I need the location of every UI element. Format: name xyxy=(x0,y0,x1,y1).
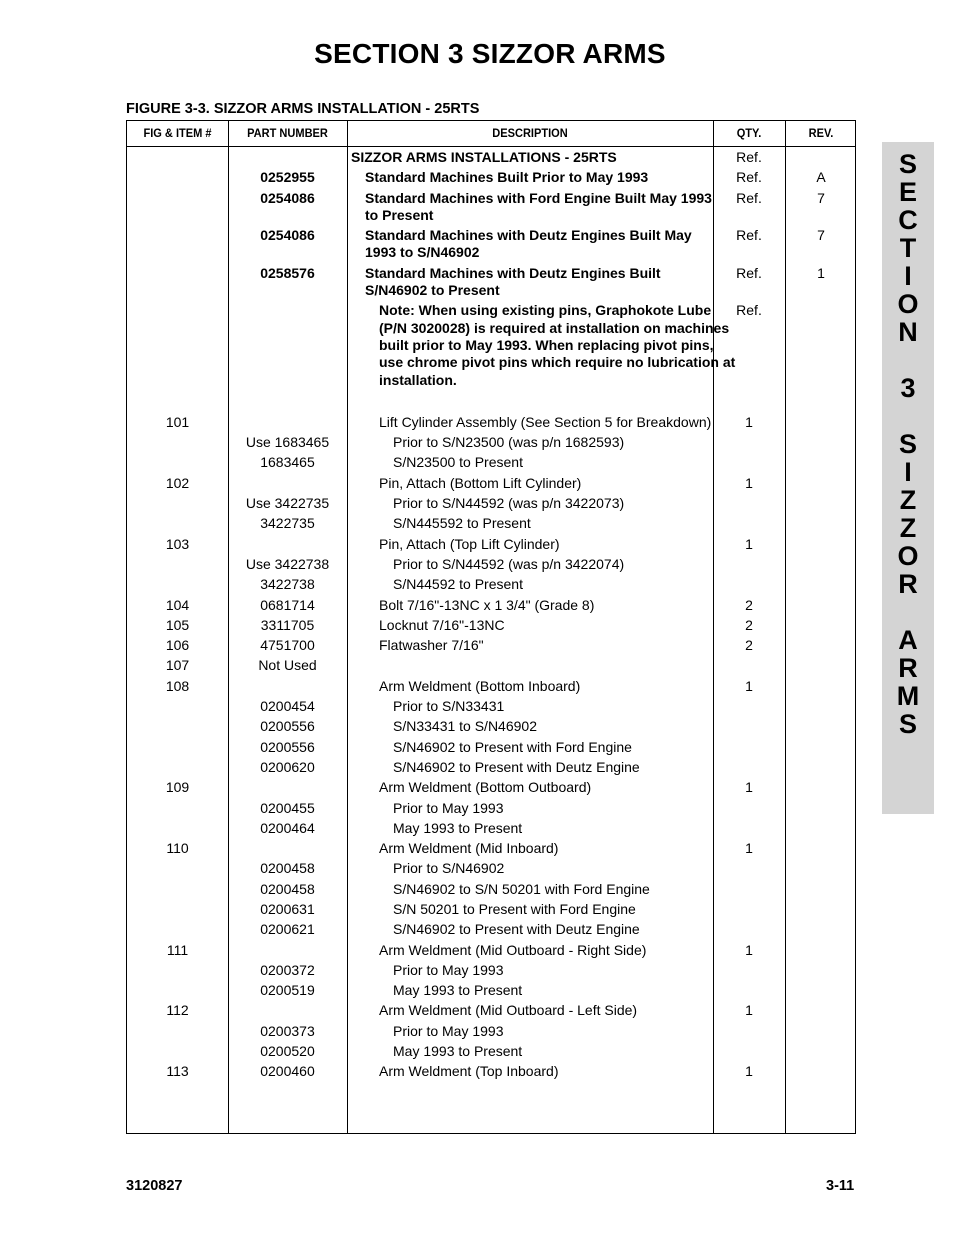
table-row xyxy=(127,676,857,696)
part-number-cell: 0200519 xyxy=(260,982,315,999)
side-tab-letter: T xyxy=(899,233,917,263)
description-cell: Prior to S/N33431 xyxy=(393,698,505,715)
side-tab-label xyxy=(882,150,934,738)
description-cell: May 1993 to Present xyxy=(393,1043,523,1060)
fig-item-cell: 101 xyxy=(165,413,190,430)
table-row xyxy=(127,300,857,389)
part-number-cell: 0200520 xyxy=(260,1043,315,1060)
table-row xyxy=(127,1061,857,1081)
rev-cell: 7 xyxy=(817,189,825,206)
side-tab-letter xyxy=(882,402,934,430)
part-number-cell: Not Used xyxy=(258,657,317,674)
part-number-cell: 0200458 xyxy=(260,880,315,897)
description-cell: Prior to May 1993 xyxy=(393,961,504,978)
part-number-cell: 1683465 xyxy=(260,454,315,471)
table-body xyxy=(127,147,857,1082)
table-row xyxy=(127,412,857,432)
description-cell: Flatwasher 7/16" xyxy=(379,637,484,654)
qty-cell: 1 xyxy=(745,1063,753,1080)
qty-cell: 1 xyxy=(745,535,753,552)
table-row xyxy=(127,879,857,899)
qty-cell: 1 xyxy=(745,1002,753,1019)
table-row xyxy=(127,899,857,919)
side-tab-letter: M xyxy=(896,681,920,711)
table-row xyxy=(127,838,857,858)
side-tab-letter: I xyxy=(904,261,912,291)
description-cell: Pin, Attach (Top Lift Cylinder) xyxy=(379,535,560,552)
fig-item-cell: 110 xyxy=(166,840,189,857)
fig-item-cell: 109 xyxy=(165,779,190,796)
fig-item-cell: 102 xyxy=(165,474,190,491)
part-number-cell: 0200455 xyxy=(260,799,315,816)
part-number-cell: 0200621 xyxy=(260,921,315,938)
part-number-cell: 0252955 xyxy=(260,169,315,186)
table-row xyxy=(127,960,857,980)
side-tab-letter: R xyxy=(898,653,918,683)
part-number-cell: 0200460 xyxy=(260,1063,315,1080)
part-number-cell: 0200458 xyxy=(260,860,315,877)
table-row xyxy=(127,696,857,716)
description-cell: S/N33431 to S/N46902 xyxy=(393,718,537,735)
header-rev: REV. xyxy=(808,126,834,140)
fig-item-cell: 105 xyxy=(165,616,190,633)
table-row xyxy=(127,798,857,818)
part-number-cell: 3311705 xyxy=(260,616,315,633)
side-tab-letter: S xyxy=(898,149,917,179)
description-cell: Arm Weldment (Bottom Outboard) xyxy=(379,779,592,796)
part-number-cell: 0200464 xyxy=(260,819,315,836)
fig-item-cell: 111 xyxy=(166,941,189,958)
part-number-cell: 0200620 xyxy=(260,758,315,775)
fig-item-cell: 107 xyxy=(165,657,190,674)
side-tab-letter: R xyxy=(898,569,918,599)
table-row xyxy=(127,655,857,675)
description-cell: May 1993 to Present xyxy=(393,819,523,836)
table-row xyxy=(127,716,857,736)
rev-cell: A xyxy=(816,169,826,186)
side-tab-letter: S xyxy=(898,709,917,739)
description-cell: S/N23500 to Present xyxy=(393,454,523,471)
part-number-cell: 0200556 xyxy=(260,738,315,755)
side-tab-letter: Z xyxy=(899,513,917,543)
footer-page-number: 3-11 xyxy=(826,1178,855,1194)
side-tab-letter: Z xyxy=(899,485,917,515)
fig-item-cell: 103 xyxy=(165,535,190,552)
part-number-cell: Use 3422735 xyxy=(245,495,330,512)
table-row xyxy=(127,635,857,655)
table-row xyxy=(127,980,857,1000)
fig-item-cell: 106 xyxy=(165,637,190,654)
description-cell: Prior to S/N23500 (was p/n 1682593) xyxy=(393,434,625,451)
header-description: DESCRIPTION xyxy=(492,126,568,140)
table-row xyxy=(127,1000,857,1020)
qty-cell: Ref. xyxy=(736,302,762,319)
table-row xyxy=(127,473,857,493)
qty-cell: Ref. xyxy=(736,264,762,281)
table-row xyxy=(127,452,857,472)
description-cell: Lift Cylinder Assembly (See Section 5 for Breakdown) xyxy=(379,413,712,430)
side-tab-letter xyxy=(882,346,934,374)
table-row xyxy=(127,858,857,878)
rev-cell: 1 xyxy=(817,264,825,281)
table-row xyxy=(127,818,857,838)
side-tab-letter xyxy=(882,598,934,626)
section-title: SECTION 3 SIZZOR ARMS xyxy=(314,38,666,69)
description-cell: Prior to May 1993 xyxy=(393,1022,504,1039)
table-row xyxy=(127,574,857,594)
part-number-cell: 0200556 xyxy=(260,718,315,735)
fig-item-cell: 104 xyxy=(165,596,190,613)
table-row xyxy=(127,167,857,187)
part-number-cell: 0200454 xyxy=(260,698,315,715)
part-number-cell: 3422738 xyxy=(260,576,315,593)
figure-title: FIGURE 3-3. SIZZOR ARMS INSTALLATION - 25RTS xyxy=(126,101,480,117)
side-tab-letter: N xyxy=(898,317,918,347)
part-number-cell: 0200373 xyxy=(260,1022,315,1039)
qty-cell: 1 xyxy=(745,413,753,430)
description-cell: S/N46902 to S/N 50201 with Ford Engine xyxy=(393,880,650,897)
qty-cell: Ref. xyxy=(736,149,762,165)
table-row xyxy=(127,263,857,301)
qty-cell: 1 xyxy=(745,474,753,491)
description-cell: Locknut 7/16"-13NC xyxy=(379,616,505,633)
description-cell: Standard Machines with Ford Engine Built May 1993 to Present xyxy=(365,189,712,223)
qty-cell: Ref. xyxy=(736,227,762,244)
description-cell: Note: When using existing pins, Graphokote Lube (P/N 3020028) is required at installation on machines built prior to May 1993. When replacing pivot pins, use chrome pivot pins which require no lubrication at installation. xyxy=(379,302,736,388)
part-number-cell: Use 1683465 xyxy=(245,434,330,451)
qty-cell: 2 xyxy=(745,637,753,654)
qty-cell: 1 xyxy=(745,941,753,958)
description-cell: Arm Weldment (Bottom Inboard) xyxy=(379,677,581,694)
qty-cell: 2 xyxy=(745,596,753,613)
side-tab-letter: A xyxy=(898,625,918,655)
table-row xyxy=(127,554,857,574)
part-number-cell: 3422735 xyxy=(260,515,315,532)
side-tab-letter: I xyxy=(904,457,912,487)
table-row xyxy=(127,534,857,554)
description-cell: Prior to S/N44592 (was p/n 3422074) xyxy=(393,555,625,572)
table-row xyxy=(127,147,857,167)
part-number-cell: 0258576 xyxy=(260,264,315,281)
description-cell: Prior to S/N44592 (was p/n 3422073) xyxy=(393,495,625,512)
table-row xyxy=(127,432,857,452)
description-cell: S/N 50201 to Present with Ford Engine xyxy=(393,900,636,917)
qty-cell: 2 xyxy=(745,616,753,633)
part-number-cell: 0254086 xyxy=(260,227,315,244)
header-part-number: PART NUMBER xyxy=(247,126,328,140)
description-cell: Bolt 7/16"-13NC x 1 3/4" (Grade 8) xyxy=(379,596,595,613)
description-cell: S/N445592 to Present xyxy=(393,515,531,532)
description-cell: S/N46902 to Present with Ford Engine xyxy=(393,738,632,755)
rev-cell: 7 xyxy=(817,227,825,244)
section-side-tab xyxy=(882,142,934,814)
description-cell: Arm Weldment (Mid Inboard) xyxy=(379,840,559,857)
description-cell: Pin, Attach (Bottom Lift Cylinder) xyxy=(379,474,582,491)
table-row xyxy=(127,188,857,226)
description-cell: S/N46902 to Present with Deutz Engine xyxy=(393,758,640,775)
part-number-cell: 0200372 xyxy=(260,961,315,978)
part-number-cell: 0681714 xyxy=(260,596,315,613)
table-row xyxy=(127,737,857,757)
description-cell: S/N46902 to Present with Deutz Engine xyxy=(393,921,640,938)
table-row xyxy=(127,777,857,797)
description-cell: Arm Weldment (Top Inboard) xyxy=(379,1063,559,1080)
table-row xyxy=(127,493,857,513)
description-cell xyxy=(350,655,736,675)
qty-cell: Ref. xyxy=(736,169,762,186)
description-cell: May 1993 to Present xyxy=(393,982,523,999)
part-number-cell: 0200631 xyxy=(260,900,315,917)
header-qty: QTY. xyxy=(736,126,762,140)
fig-item-cell: 112 xyxy=(166,1002,189,1019)
table-row xyxy=(127,940,857,960)
description-cell: Arm Weldment (Mid Outboard - Left Side) xyxy=(379,1002,638,1019)
side-tab-letter: 3 xyxy=(900,373,916,403)
part-number-cell: 4751700 xyxy=(260,637,315,654)
side-tab-letter: O xyxy=(897,541,919,571)
description-cell: S/N44592 to Present xyxy=(393,576,523,593)
description-cell: Prior to S/N46902 xyxy=(393,860,505,877)
table-row xyxy=(127,919,857,939)
table-row xyxy=(127,225,857,263)
table-row xyxy=(127,757,857,777)
fig-item-cell: 108 xyxy=(165,677,190,694)
part-number-cell: 0254086 xyxy=(260,189,315,206)
side-tab-letter: E xyxy=(898,177,917,207)
table-row xyxy=(127,1041,857,1061)
description-cell: Prior to May 1993 xyxy=(393,799,504,816)
description-cell: Standard Machines with Deutz Engines Built S/N46902 to Present xyxy=(365,264,661,299)
qty-cell: 1 xyxy=(745,677,753,694)
table-row xyxy=(127,1021,857,1041)
side-tab-letter: S xyxy=(898,429,917,459)
fig-item-cell: 113 xyxy=(166,1063,189,1080)
qty-cell: Ref. xyxy=(736,189,762,206)
table-row xyxy=(127,615,857,635)
description-cell: SIZZOR ARMS INSTALLATIONS - 25RTS xyxy=(351,149,617,165)
side-tab-letter: O xyxy=(897,289,919,319)
parts-table xyxy=(126,120,856,1134)
side-tab-letter: C xyxy=(898,205,918,235)
description-cell: Standard Machines Built Prior to May 1993 xyxy=(365,169,649,186)
description-cell: Arm Weldment (Mid Outboard - Right Side) xyxy=(379,941,647,958)
qty-cell: 1 xyxy=(745,840,753,857)
table-row xyxy=(127,595,857,615)
table-row xyxy=(127,513,857,533)
qty-cell: 1 xyxy=(745,779,753,796)
part-number-cell: Use 3422738 xyxy=(245,555,330,572)
description-cell: Standard Machines with Deutz Engines Built May 1993 to S/N46902 xyxy=(365,227,692,261)
footer-doc-number: 3120827 xyxy=(126,1178,183,1194)
header-fig-item: FIG & ITEM # xyxy=(143,126,212,140)
